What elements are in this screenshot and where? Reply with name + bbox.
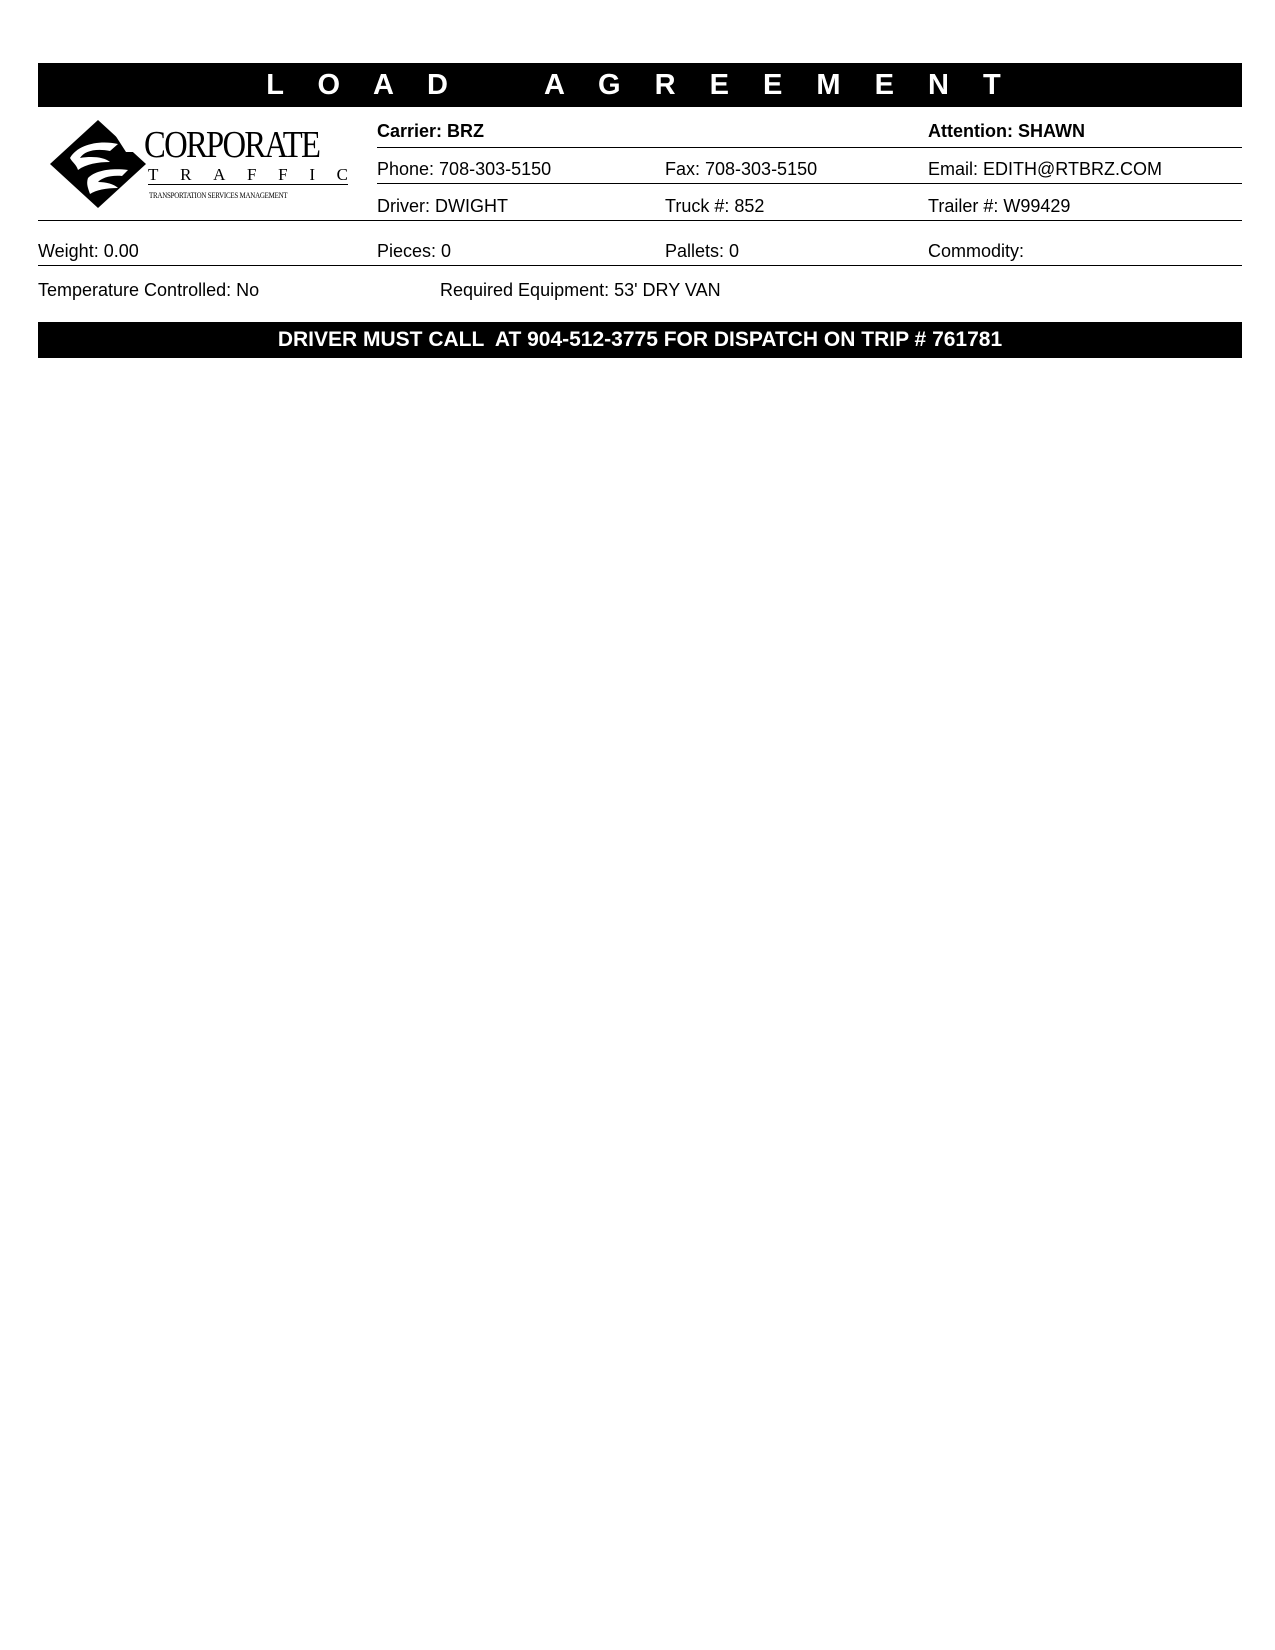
carrier-fax: Fax: 708-303-5150 [665,159,818,179]
company-logo [48,118,348,210]
load-pieces: Pieces: 0 [377,241,452,261]
divider [377,147,1242,148]
logo-letter: C [336,165,348,184]
logo-subword [148,166,348,185]
load-commodity: Commodity: [928,241,1025,261]
logo-wordmark: CORPORATE [144,124,320,166]
carrier-email: Email: EDITH@RTBRZ.COM [928,159,1162,179]
temperature-controlled: Temperature Controlled: No [38,280,260,300]
logo-letter: F [278,165,288,184]
load-pallets: Pallets: 0 [665,241,740,261]
divider [38,265,1242,266]
attention-contact: Attention: SHAWN [928,121,1085,141]
logo-letter: R [180,165,192,184]
logo-emblem-icon [48,118,148,210]
divider [38,220,1242,221]
logo-letter: A [213,165,226,184]
dispatch-notice: DRIVER MUST CALL AT 904-512-3775 FOR DISPATCH ON TRIP # 761781 [38,322,1242,358]
logo-letter: I [309,165,315,184]
document-title: L O A D A G R E E M E N T [38,63,1242,107]
driver-name: Driver: DWIGHT [377,196,508,216]
truck-number: Truck #: 852 [665,196,765,216]
carrier-name: Carrier: BRZ [377,121,485,141]
logo-letter: F [247,165,257,184]
divider [377,183,1242,184]
trailer-number: Trailer #: W99429 [928,196,1071,216]
logo-letter: T [148,165,159,184]
required-equipment: Required Equipment: 53' DRY VAN [440,280,721,300]
load-weight: Weight: 0.00 [38,241,139,261]
logo-tagline: TRANSPORTATION SERVICES MANAGEMENT [149,190,288,200]
carrier-phone: Phone: 708-303-5150 [377,159,552,179]
